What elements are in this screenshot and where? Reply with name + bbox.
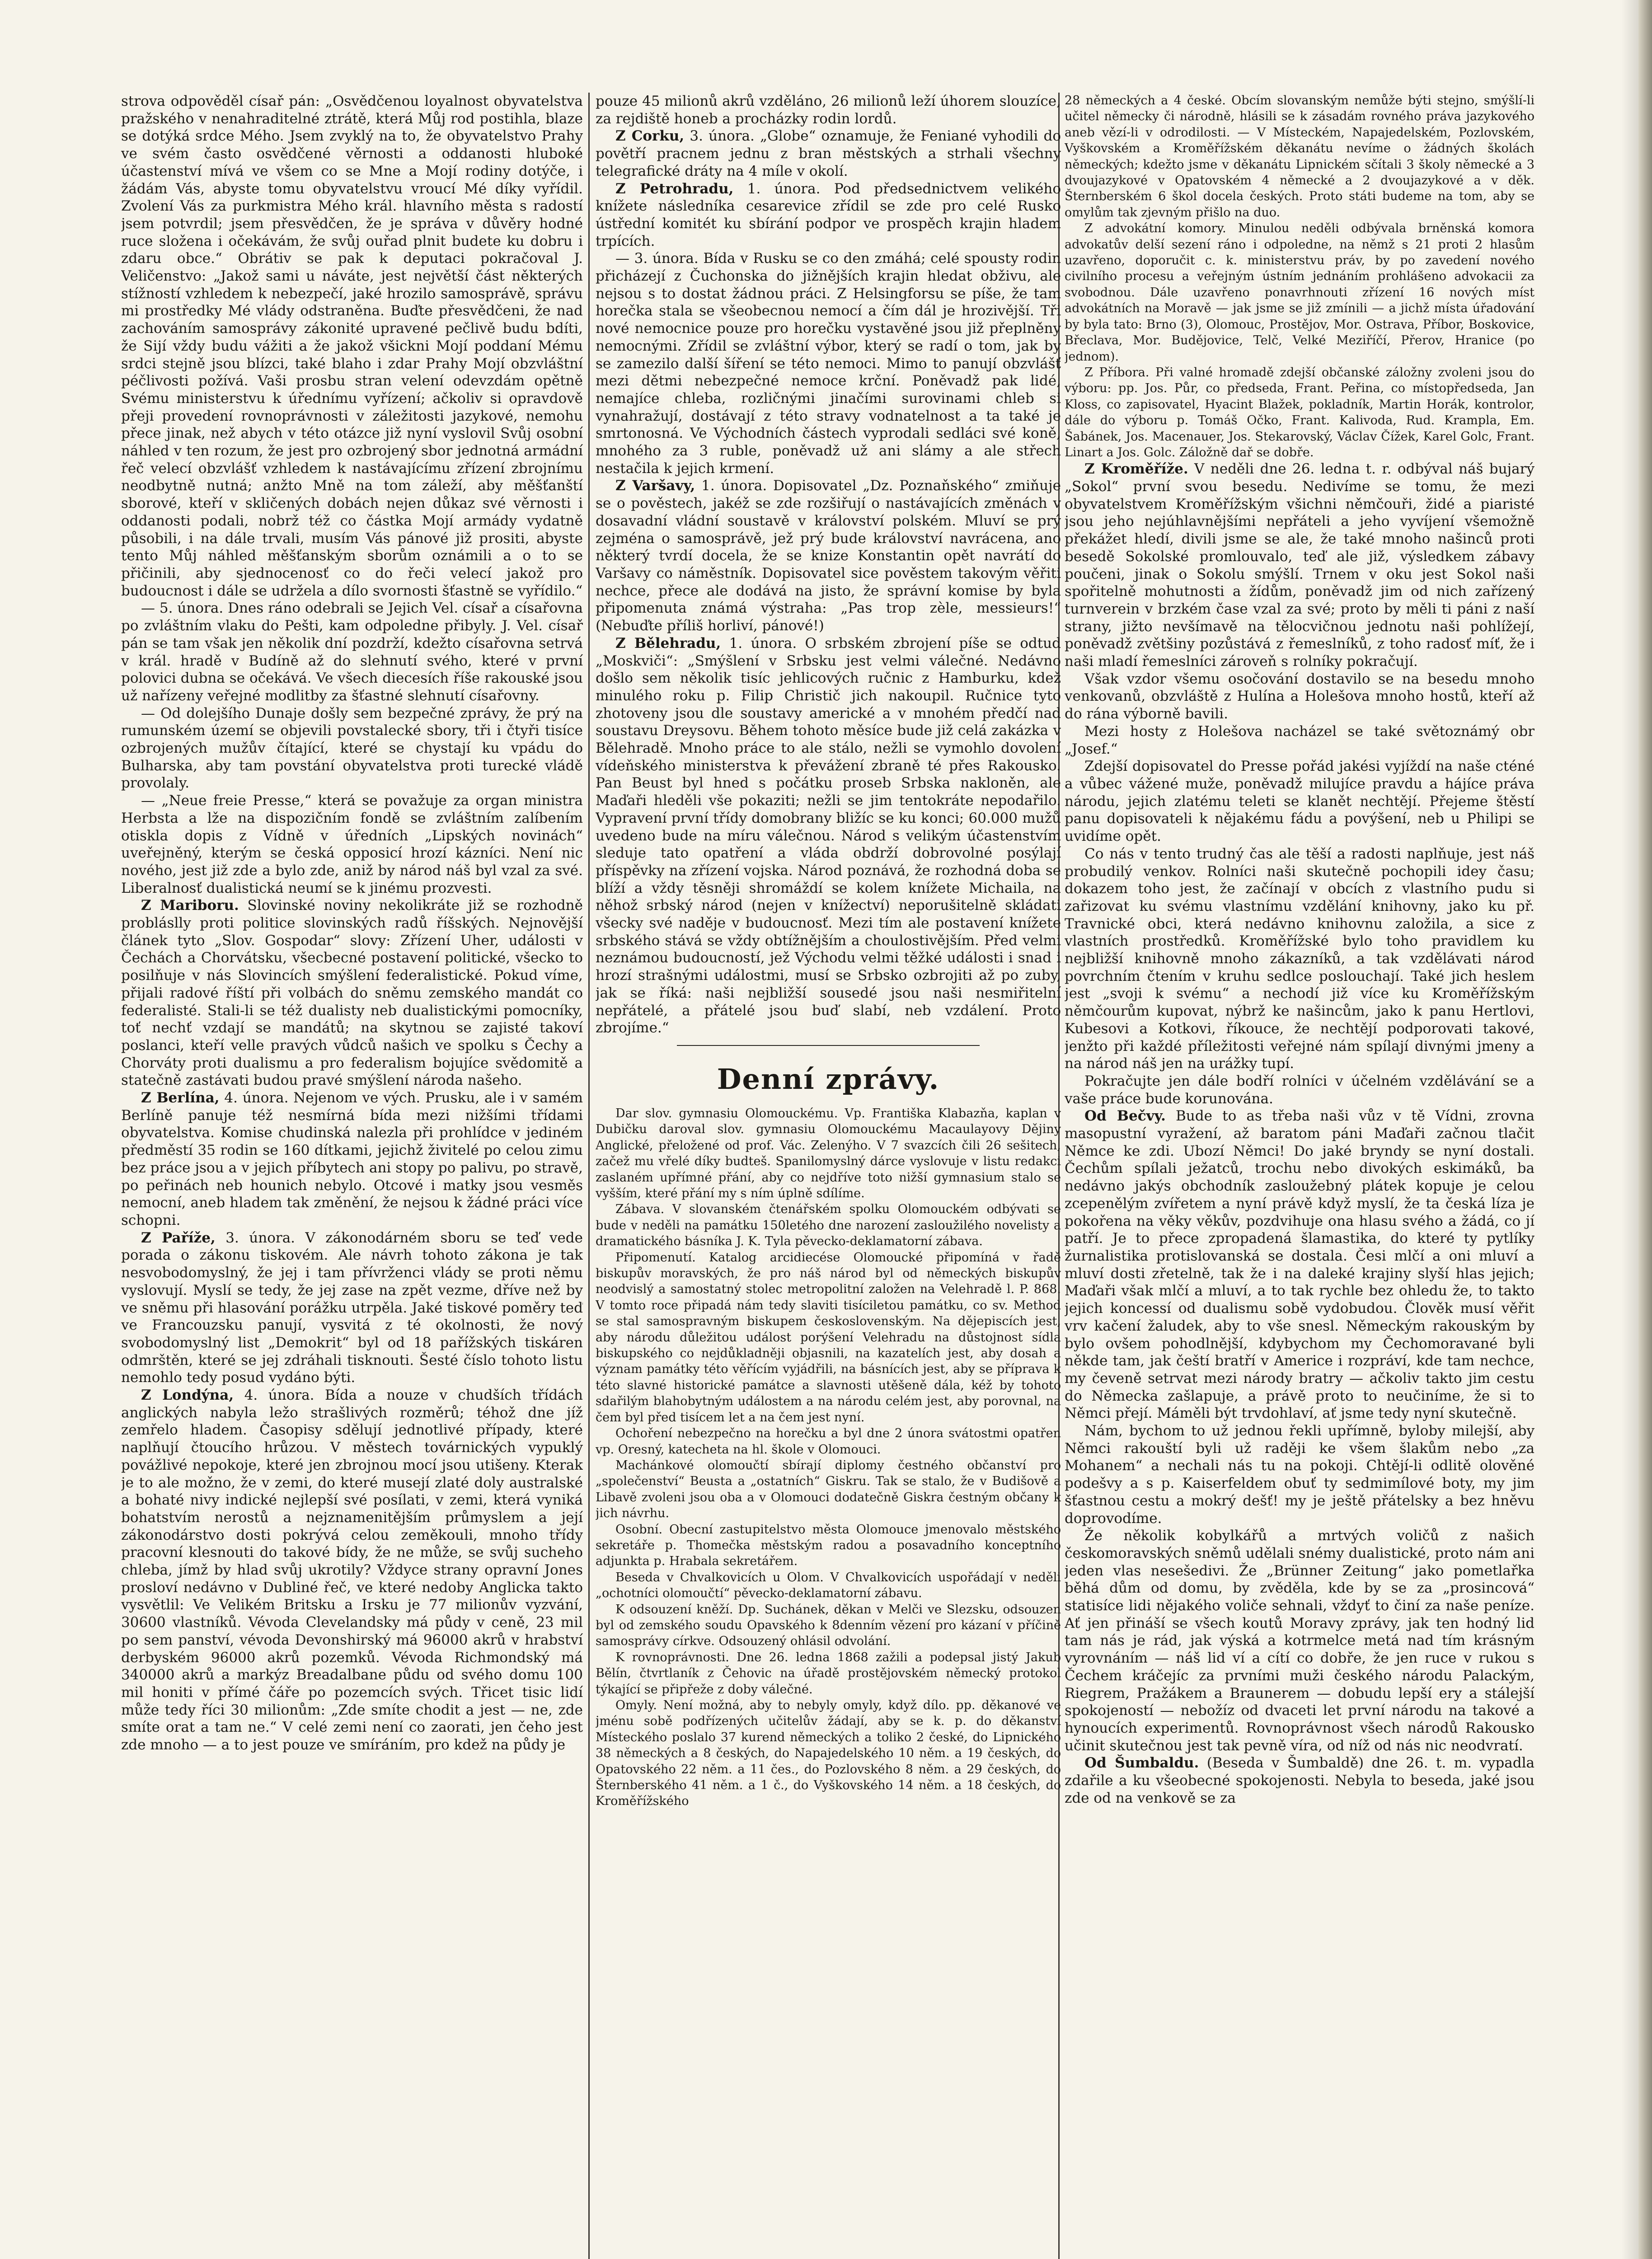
news-item: Z advokátní komory. Minulou neděli odbývala brněnská komora advokatův delší sezení ráno i odpoledne, na němž s 21 proti 2 hlasům uzavřeno, doporučit c. k. ministerstvu práv, by po zavedení nového civilního procesu a veřejným ústním jednáním prohlášeno advokacii za svobodnou. Dále uzavřeno ponavrhnouti zřízení 16 nových míst advokátních na Moravě — jak jsme se již zmínili — a jichž místa úřadování by byla tato: Brno (3), Olomouc, Prostějov, Mor. Ostrava, Příbor, Boskovice, Břeclava, Mor. Budějovice, Telč, Velké Meziříčí, Přerov, Hranice (po jednom). (1065, 221, 1535, 364)
dispatch-paragraph (1065, 1107, 1535, 1422)
news-item: Připomenutí. Katalog arcidiecése Olomoucké připomíná v řadě biskupův moravských, že pro náš národ byl od německých biskupův neodvislý a samostatný stolec metropolitní založen na Velehradě l. P. 868. V tomto roce připadá nám tedy slaviti tisíciletou památku, co sv. Method se stal samospravným biskupem československým. Na dějepiscích jest, aby národu důležitou událost porýšení Velehradu na důstojnost sídla biskupského co nejdůkladněji objasnili, na kazatelích jest, aby dosah a význam památky této věřícím vyjádřili, na básnících jest, aby se příprava k této slavné historické památce a slavnosti utěšeně dála, kéž by tohoto sdařilým blahobytným událostem a na národu celém jest, aby porovnal, na čem byl před tisícem let a na čem jest nyní. (596, 1250, 1061, 1425)
article-paragraph: Zdejší dopisovatel do Presse pořád jakési vyjíždí na naše cténé a vůbec vážené muže, poněvadž milujíce pravdu a hájíce práva národu, jejich zlatému teleti se klanět nechtějí. Přejeme štěstí panu dopisovateli k nějakému fádu a povýšení, neb u Philipi se uvidíme opět. (1065, 758, 1535, 845)
article-paragraph: Pokračujte jen dále bodří rolníci v účelném vzdělávání se a vaše práce bude korunována. (1065, 1073, 1535, 1107)
news-item: Dar slov. gymnasiu Olomouckému. Vp. Františka Klabazňa, kaplan v Dubičku daroval slov. gymnasiu Olomouckému Macaulayovy Dějiny Anglické, přeložené od prof. Vác. Zelenýho. V 7 svazcích čili 26 sešitech, začež mu vřelé díky budteš. Spanilomyslný dárce vyslovuje v listu redakci zaslaném upřímné přání, aby co nejdříve toto nižší gymnasium stalo se vyšším, které přání my s ním úplně sdílíme. (596, 1106, 1061, 1200)
article-paragraph: — „Neue freie Presse,“ která se považuje za organ ministra Herbsta a lže na dispozičním fondě se zvláštním zalíbením otiskla dopis z Vídně v úředních „Lipských novinách“ uveřejněný, kterým se česká opposicí hrozí kázníci. Není nic nového, jest již zde a bylo zde, aniž by národ náš byl vzal za své. Liberalnosť dualistická neumí se k jinému prozvesti. (121, 792, 583, 896)
dispatch-text: 3. února. V zákonodárném sboru se teď vede porada o zákonu tiskovém. Ale návrh tohoto zákona je tak nesvobodomyslný, že jej i tam přívrženci vlády se proti němu vyslovují. Myslí se tedy, že jej zase na zpět vezme, dříve než by ve sněmu při hlasování porážku utrpěla. Jaké tiskové poměry teď ve Francouzsku panují, vysvitá z té okolnosti, že nový svobodomyslný list „Demokrit“ byl od 18 pařížských tiskáren odmrštěn, které se jej zdráhali tisknouti. Šesté číslo tohoto listu nemohlo tedy posud vydáno býti. (121, 1229, 583, 1386)
dispatch-paragraph (121, 897, 583, 1089)
dispatch-text: 1. února. Dopisovatel „Dz. Poznaňského“ zmiňuje se o pověstech, jakéž se zde rozšiřují o nastávajících změnách v dosavadní vládní soustavě v království polském. Mluví se prý zejména o samosprávě, jež prý bude království navrácena, ano některý tvrdí docela, že se knize Konstantin opět navrátí do Varšavy co náměstník. Dopisovatel sice pověstem takovým věřiti nechce, přece ale dodává na jisto, že správní komise by byla připomenuta známá výstraha: „Pas trop zèle, messieurs!“ (Nebuďte příliš horliví, pánové!) (596, 478, 1061, 634)
column-2 (596, 93, 1061, 2259)
news-item: Machánkové olomoučtí sbírají diplomy čestného občanství pro „společenství“ Beusta a „ostatních“ Giskru. Tak se stalo, že v Budišově a Libavě zvoleni jsou oba a v Olomouci dodatečně Giskra čestným občany k jich návrhu. (596, 1458, 1061, 1521)
article-paragraph: Co nás v tento trudný čas ale těší a radosti naplňuje, jest náš probudilý venkov. Rolníci naši skutečně pochopili idey času; dokazem toho jest, že začínají v obcích z vlastního pudu si zařizovat ku svému vlastnímu vzdělání knihovny, jako ku př. Travnické obci, která nedávno knihovnu založila, a sice z vlastních prostředků. Kroměřížské bylo toho pravidlem ku nejbližší knihovně mnoho zákazníků, a tak vzdělávati národ povrchním čtením v kruhu sedlce poslouchají. Také jich heslem jest „svoji k svému“ a nechodí již více ku Kroměřížským němčourům kupovat, nýbrž ke našincům, jako k panu Hertlovi, Kubesovi a Kotkovi, říkouce, že nechtějí podporovati takové, jenžto při každé příležitosti veřejné nám spílají divnými jmeny a na národ náš jen na urážky tupí. (1065, 845, 1535, 1072)
dispatch-text: Slovinské noviny nekolikráte již se rozhodně probláslly proti politice slovinských radů říšských. Nejnovější článek tyto „Slov. Gospodar“ slovy: Zřízení Uher, události v Čechách a Chorvátsku, všecbecné postavení politické, všecko to posilňuje v nás Slovincích smýšlení federalistické. Pokud víme, přijali radové říští při volbách do sněmu zemského mandát co federalisté. Stali-li se též dualisty neb dualistickými pomocníky, toť nechť vzdají se mandátů; na skytnou se zajisté takoví poslanci, kteří velle pravých vůdců našich ve spolku s Čechy a Chorváty proti dualismu a pro federalism bojujíce svědomitě a statečně zastávati budou pravé smýšlení národa našeho. (121, 897, 583, 1089)
dispatch-text: 4. února. Nejenom ve vých. Prusku, ale i v samém Berlíně panuje též nesmírná bída mezi nižšími třídami obyvatelstva. Komise chudinská nalezla při prohlídce v jediném předměstí 35 rodin se 160 dítkami, jejichž živitelé po celou zimu bez práce jsou a v jejich příbytech ani stopy po palivu, po stravě, po peřinách neb hounich nebylo. Otcové i matky jsou vesměs nemocní, aneb hladem tak změnění, že nejsou k žádné práci více schopni. (121, 1090, 583, 1228)
article-paragraph: Však vzdor všemu osočování dostavilo se na besedu mnoho venkovanů, obzvláště z Hulína a Holešova mnoho hostů, kteří až do rána výborně bavili. (1065, 670, 1535, 722)
dispatch-text: Bude to as třeba naši vůz v tě Vídni, zrovna masopustní vyražení, až baratom páni Maďaři začnou tlačit Němce ke zdi. Ubozí Němci! Do jaké bryndy se nyní dostali. Čechům spílali ježatců, trochu nebo divokých eskimáků, ba nedávno jakýs obchodník zasloužebný plátek kopuje je celou zcepenělým zvířetem a nyní právě když myslí, že ta česká líza je pokořena na věky věkův, pozdvihuje ona hlasu svého a žádá, co jí patří. Je to přece zpropadená šlamastika, do které ty pytlíky žurnalistika protislovanská se dostala. Česi mlčí a oni mluví a mluví dosti zřetelně, tak že i na daleké krajiny slyší hlas jejich; Maďaři však mlčí a mluví, a to tak rychle bez ohledu že, to takto jejich koncessí od dualismu sobě vydobudou. Člověk musí věřit vrv kačení žaludek, aby to vše snesl. Německým rakouským by bylo ovšem pohodlnější, kdybychom my Čechomoravané byli někde tam, jak čeští bratří v Americe i rozpráví, kde tam nechce, my čeveně setrvat mezi národy bratry — ačkoliv takto jim cestu do Německa zašlapuje, a právě proto to neučiníme, že si to Němci přejí. Máměli být trvdohlaví, ať jsme tedy nyní skutečně. (1065, 1108, 1535, 1422)
dateline: Z Corku, (615, 128, 685, 145)
news-item: Zábava. V slovanském čtenářském spolku Olomouckém odbývati se bude v neděli na památku 150letého dne narození zasloužilého novelisty a dramatického básníka J. K. Tyla pěvecko-deklamatorní zábava. (596, 1202, 1061, 1249)
news-item: K rovnoprávnosti. Dne 26. ledna 1868 zažili a podepsal jistý Jakub Bělín, čtvrtlaník z Čehovic na úřadě prostějovském německý protokol týkající se připřeže z doby válečné. (596, 1650, 1061, 1697)
dateline: Z Paříže, (141, 1229, 216, 1246)
article-paragraph: — Od dolejšího Dunaje došly sem bezpečné zprávy, že prý na rumunském území se objevili povstalecké sbory, tři i čtyři tisíce ozbrojených mužův čítající, které se chystají ku vpádu do Bulharska, aby tam povstání obyvatelstva proti turecké vládě provolaly. (121, 705, 583, 792)
section-heading: Denní zprávy. (717, 1062, 940, 1096)
dateline: Z Berlína, (141, 1090, 220, 1106)
dispatch-text: 3. února. „Globe“ oznamuje, že Feniané vyhodili do povětří pracnem jednu z bran městských a strhali všechny telegrafické dráty na 4 míle v okolí. (596, 128, 1061, 179)
dateline: Od Šumbaldu. (1084, 1755, 1199, 1772)
column-rule (588, 93, 590, 2259)
dispatch-text: V neděli dne 26. ledna t. r. odbýval náš bujarý „Sokol“ první svou besedu. Nedivíme se tomu, že mezi obyvatelstvem Kroměřížským všichni němčouři, židé a piaristé jsou jeho nejúhlavnějšími nepřáteli a jeho vyvíjení všemožně překážet hledí, divili jsme se ale, že také mnoho našinců proti besedě Sokolské promlouvalo, teď ale již, výsledkem zábavy poučeni, jinak o Sokolu smýšlí. Trnem v oku jest Sokol naši spořitelně mohutnosti a žídům, poněvadž jim od nich zařízený turnverein v brzkém čase vzal za své; proto by měli ti páni z naší strany, jižto nevšímavě na tělocvičnou jednotu naši pohlížejí, poněvadž zvětšiny pozůstává z řemeslníků, z toho radosť míť, že i naši mladí řemeslníci zároveň s rolníky pokračují. (1065, 461, 1535, 670)
news-item: Ochoření nebezpečno na horečku a byl dne 2 února svátostmi opatřen vp. Oresný, katecheta na hl. škole v Olomouci. (596, 1426, 1061, 1457)
dispatch-text: 1. února. O srbském zbrojení píše se odtud „Moskviči“: „Smýšlení v Srbsku jest velmi válečné. Nedávno došlo sem několik tisíc jehlicových ručnic z Hamburku, kdež minulého roku p. Filip Christič jich nakoupil. Ručnice tyto zhotoveny jsou dle soustavy americké a v mnohém předčí nad soustavu Dreysovu. Během tohoto měsíce bude již celá zakázka v Bělehradě. Mnoho práce to ale stálo, nežli se vymohlo dovolení vídeňského ministerstva k převážení zbraně té přes Rakousko. Pan Beust byl hned s počátku proseb Srbska nakloněn, ale Maďaři hleděli vše pokaziti; nežli se jim tentokráte nepodařilo. Vypravení první třídy domobrany bližíc se ku konci; 60.000 mužů uvedeno bude na míru válečnou. Národ s velikým účastenstvím sleduje tato opatření a vláda obdrží dobrovolné posýlají příspěvky na zřízení vojska. Národ poznává, že rozhodná doba se blíží a vždy těsněji shromáždí se kolem knížete Michaila, na něhož srbský národ (nejen v knížectví) neporušitelně skládati všecky své naděje v budoucnosť. Mezi tím ale postavení knížete srbského stává se vždy obtížnějším a choulostivějším. Před velmi neznámou budoucností, jež Východu velmi těžké události i snad i hrozí strašnými událostmi, musí se Srbsko ozbrojiti až po zuby, jak se říká: naši nejbližší sousedé jsou naši nesmiřitelní nepřátelé, a přátelé jsou buď slabí, neb vzdálení. Proto zbrojíme.“ (596, 635, 1061, 1036)
scan-edge (1638, 0, 1652, 2259)
dispatch-paragraph (596, 635, 1061, 1037)
column-1 (121, 93, 583, 2259)
dispatch-text: (Beseda v Šumbaldě) dne 26. t. m. vypadla zdařile a ku všeobecné spokojenosti. Nebyla to beseda, jaké jsou zde od na venkově se za (1065, 1755, 1535, 1806)
dateline: Z Petrohradu, (615, 180, 734, 197)
dateline: Z Varšavy, (615, 478, 695, 494)
dispatch-paragraph (596, 127, 1061, 180)
dispatch-paragraph (596, 477, 1061, 634)
news-list (1065, 93, 1535, 460)
dispatch-text: 4. února. Bída a nouze v chudších třídách anglických nabyla ležo strašlivých rozměrů; téhož dne jíž zemřelo hladem. Časopisy sdělují jednotlivé případy, které naplňují čtoucího hrůzou. V městech továrnických vypuklý povážlivé nepokoje, které jen zbrojnou mocí jsou utišeny. Kterak je to ale možno, že v zemi, do které musejí zlaté doly australské a bohaté nivy indické nejlepší své posílati, v zemi, která vyniká bohatstvím nerostů a nejznamenitějším průmyslem a její zákonodárstvo dosti pokrývá celou zeměkouli, mnoho třídy pracovní klesnouti do takové bídy, že ne může, se svůj sucheho chleba, jímž by hlad svůj ukrotily? Vždyce strany opravní Jones prosloví nedávno v Dubliné řeč, ve které nedoby Anglicka takto vysvětlil: Ve Velikém Britsku a Irsku je 77 milionův vyzvání, 30600 vlastníků. Vévoda Clevelandsky má půdy v ceně, 23 mil po sem panství, vévoda Devonshirský má 96000 akrů v hrabství derbyském 96000 akrů pozemků. Vévoda Richmondský má 340000 akrů a markýz Breadalbane půdu od svého domu 100 mil honiti v přímé čáře po pozemcích svých. Třicet tisic lidí může tedy říci 30 milionům: „Zde smíte chodit a jest — ne, zde smíte orat a tam ne.“ V celé zemi není co zaorati, jen čeho jest zde mnoho — a to jest pouze ve smíráním, pro kdež na půdy je (121, 1387, 583, 1753)
article-paragraph: Že několik kobylkářů a mrtvých voličů z našich českomoravských sněmů udělali snémy dualistické, proto nám ani jeden vlas nesešedivi. Že „Brünner Zeitung“ jako pometlařka běhá dům od domu, by zvěděla, kde by se za „prosincová“ statisíce lidi nějakého voliče sehnali, vždyť to činí za naše peníze. Ať jen přináší se všech koutů Moravy zprávy, jak ten hodný lid tam nás je rád, jak výská a kotrmelce metá nad tím krásným vyrovnáním — náš lid ví a cítí co dobře, že jen ruce v rukou s Čechem kráčejíc za prvními muži českého národu Palackým, Riegrem, Pražákem a Braunerem — dobudu lepší ery a stálejší spokojeností — nebožíz od dvaceti let první národu na takové a hynoucích experimentů. Rovnoprávnost všech národů Rakousko učinit skutečnou jest tak pevně víra, od níž od nás nic neodvratí. (1065, 1528, 1535, 1754)
news-item: K odsouzení kněží. Dp. Suchánek, děkan v Melči ve Slezsku, odsouzen byl od zemského soudu Opavského k 8denním vězení pro kázaní v příčině samosprávy církve. Odsouzený ohlásil odvolání. (596, 1602, 1061, 1649)
news-item: Osobní. Obecní zastupitelstvo města Olomouce jmenovalo městského sekretáře p. Thomečka městským radou a posavadního konceptního adjunkta p. Hrabala sekretářem. (596, 1522, 1061, 1569)
news-item: 28 německých a 4 české. Obcím slovanským nemůže býti stejno, smýšlí-li učitel německy či národně, hlásili se k zásadám rovného práva jazykového aneb vězí-li v odrodilosti. — V Místeckém, Napajedelském, Pozlovském, Vyškovském a Kroměřížském děkanátu nevíme o žádných školách německých; kdežto jsme v děkanátu Lipnickém sčítali 3 školy německé a 3 dvoujazykové v Opatovském 4 německé a 2 dvoujazykové a v děk. Šternberském 6 škol docela českých. Proto státi budeme na tom, aby se omylům tak zjevným přišlo na duo. (1065, 94, 1535, 220)
dateline: Z Bělehradu, (615, 635, 721, 651)
article-paragraph: — 3. února. Bída v Rusku se co den zmáhá; celé spousty rodin přicházejí z Čuchonska do jižnějších krajin hledat obživu, ale nejsou s to dostat žádnou práci. Z Helsingforsu se píše, že tam horečka stala se všeobecnou nemocí a čím dál je hrozivější. Tři nové nemocnice pouze pro horečku vystavěné jsou již přeplněny nemocnými. Zřídil se zvláštní výbor, který se radí o tom, jak by se zamezilo další šíření se této nemoci. Mimo to panují obzvlášť mezi dětmi nebezpečné nemoce krční. Poněvadž pak lidé, nemajíce chleba, rozličnými jinačími surovinami chleb si vynahražují, dostávají z této stravy vodnatelnost a ta také je smrtonosná. Ve Východních částech vyprodali sedláci své koně, mnohého za 3 ruble, poněvadž už ani slámy a ale střech nestačila k jejich krmení. (596, 250, 1061, 477)
article-paragraph: Mezi hosty z Holešova nacházel se také světoznámý obr „Josef.“ (1065, 723, 1535, 757)
section-divider (677, 1045, 980, 1046)
news-item: Beseda v Chvalkovicích u Olom. V Chvalkovicích uspořádají v neděli „ochotníci olomoučtí“ pěvecko-deklamatorní zábavu. (596, 1570, 1061, 1601)
dispatch-paragraph (596, 180, 1061, 250)
dispatch-paragraph (1065, 460, 1535, 670)
dispatch-text: 1. února. Pod předsednictvem velikého knížete následníka cesarevice zřídil se zde pro celé Rusko ústřední komitét ku sbírání podpor ve prospěch krajin hladem trpících. (596, 180, 1061, 249)
article-paragraph: pouze 45 milionů akrů vzděláno, 26 milionů leží úhorem slouzíce, za rejdiště honeb a procházky rodin lordů. (596, 93, 1061, 127)
dispatch-paragraph (121, 1387, 583, 1754)
dateline: Od Bečvy. (1084, 1108, 1166, 1125)
dispatch-paragraph (1065, 1754, 1535, 1807)
dispatch-paragraph (121, 1229, 583, 1387)
news-item: Omyly. Není možná, aby to nebyly omyly, když dílo. pp. děkanové ve jménu sobě podřízených učitelův žádají, aby se k. p. do děkanství Místeckého poslalo 37 kurend německých a toliko 2 české, do Lipnického 38 německých a 8 českých, do Napajedelského 10 něm. a 19 českých, do Opatovského 22 něm. a 11 čes., do Pozlovského 8 něm. a 29 českých, do Šternberského 41 něm. a 1 č., do Vyškovského 14 něm. a 18 českých, do Kroměřížského (596, 1698, 1061, 1809)
news-item: Z Příbora. Při valné hromadě zdejší občanské záložny zvoleni jsou do výboru: pp. Jos. Půr, co předseda, Frant. Peřina, co místopředseda, Jan Kloss, co zapisovatel, Hyacint Blažek, pokladník, Martin Horák, kontrolor, dále do výboru p. Tomáš Očko, Frant. Kalivoda, Rud. Krampla, Em. Šabánek, Jos. Macenauer, Jos. Stekarovský, Václav Čížek, Karel Golc, Frant. Linart a Jos. Golc. Záložně dař se dobře. (1065, 365, 1535, 459)
news-list (596, 1106, 1061, 1809)
article-paragraph: Nám, bychom to už jednou řekli upřímně, byloby milejší, aby Němci rakouští byli už raději ke všem šlakům nebo „za Mohanem“ a nechali nás tu na pokoji. Chtějí-li odlitě olověné podešvy a s p. Kaiserfeldem obuť ty sedmimílové boty, my jim šťastnou cestu a mokrý dešť! my je ještě přátelsky a bez hněvu doprovodíme. (1065, 1423, 1535, 1527)
article-paragraph: — 5. února. Dnes ráno odebrali se Jejich Vel. císař a císařovna po zvláštním vlaku do Pešti, kam odpoledne přibyly. J. Vel. císař pán se tam však jen několik dní pozdrží, kdežto císařovna setrvá v král. hradě v Budíně až do slehnutí svého, které v první polovici dubna se očekává. Ve všech diecesích říše rakouské jsou už nařízeny veřejné modlitby za šťastné slehnutí císařovny. (121, 600, 583, 704)
article-paragraph: strova odpověděl císař pán: „Osvědčenou loyalnost obyvatelstva pražského v nenahraditelné ztrátě, která Můj rod postihla, blaze se dotýká srdce Mého. Jsem zvyklý na to, že obyvatelstvo Prahy ve svém často osvědčené věrnosti a oddanosti hluboké účastenství mívá ve všem co se Mne a Mojí rodiny dotýče, i žádám Vás, abyste tomu obyvatelstvu vroucí Mé díky vyřídil. Zvolení Vás za purkmistra Mého král. hlavního města s radostí jsem potvrdil; jsem přesvědčen, že je správa v důvěry hodné ruce složena i očekávám, že svůj ouřad plnit budete ku dobru i zdaru obce.“ Obrátiv se pak k deputaci pokračoval J. Veličenstvo: „Jakož sami u náváte, jest největší část některých stížností vzhledem k nebezpečí, jaké hrozilo samosprávě, správu mi prostředky Mé vlády odstraněna. Buďte přesvědčeni, že nad zachováním samosprávy zákonité upravené pečlivě budu bdíti, že Sijí vždy budu vážiti a že jakož všickni Mojí poddaní Mému srdci stejně jsou blízci, také blaho i zdar Prahy Mojí obzvláštní péčlivosti požívá. Vaši prosbu stran velení odevzdám opětně Svému ministerstvu k úřednímu vyřízení; ačkoliv si opravdově přeji provedení rovnoprávnosti v záležitosti jazykové, nemohu přece jinak, než abych v této otázce již nyní vyslovil Svůj osobní náhled v ten rozum, že jest pro ozbrojený sbor jednotná armádní řeč velecí obzvlášť vzhledem k nastávajícímu zřízení zbrojnímu neodbytně nutná; anžto Mně na tom záleží, aby měšťanští sborové, kteří v skličených dobách nejen důkaz své věrnosti i oddanosti podali, nobrž též co částka Mojí armády vydatně působili, i na dále trvali, musím Vás pánové již prositi, abyste tento Můj náhled měšťanským sborům oznámili a o to se přičinili, aby sjednocenosť co do řeči velecí jakož pro budoucnost i dále se udržela a dílo svornosti šťastně se vyřídilo.“ (121, 93, 583, 599)
dateline: Z Mariboru. (141, 897, 239, 914)
dispatch-paragraph (121, 1089, 583, 1229)
dateline: Z Londýna, (141, 1387, 234, 1404)
dateline: Z Kroměříže. (1084, 461, 1188, 478)
scan-shadow (1621, 0, 1639, 2259)
column-3 (1065, 93, 1535, 2259)
